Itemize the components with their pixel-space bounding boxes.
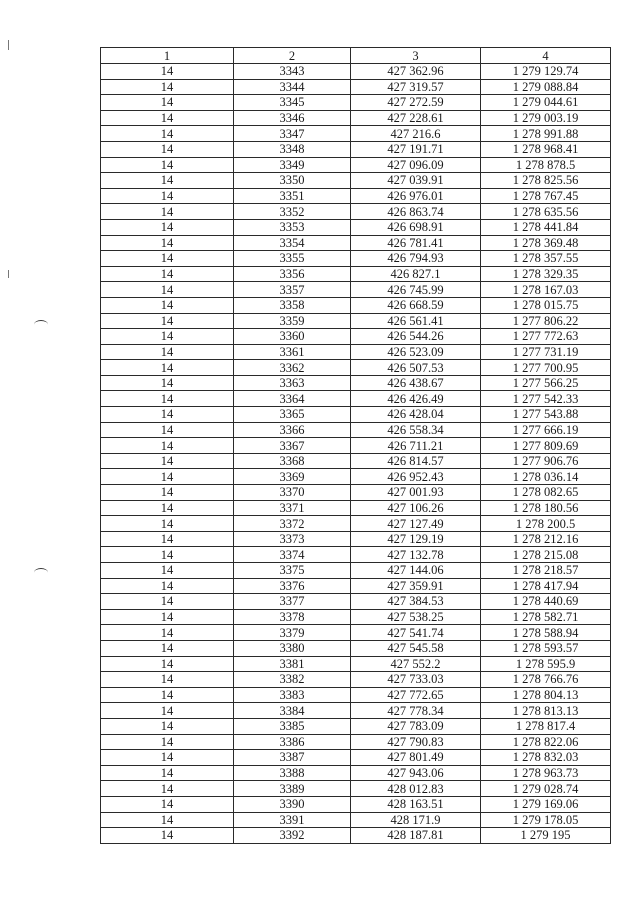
cell-x-coordinate: 427 106.26 <box>351 500 481 516</box>
cell-region: 14 <box>101 594 234 610</box>
cell-point-number: 3391 <box>234 812 351 828</box>
table-row <box>101 95 611 111</box>
cell-point-number: 3368 <box>234 453 351 469</box>
column-header: 4 <box>481 48 611 64</box>
cell-x-coordinate: 426 863.74 <box>351 204 481 220</box>
cell-point-number: 3363 <box>234 375 351 391</box>
cell-y-coordinate: 1 278 817.4 <box>481 718 611 734</box>
cell-region: 14 <box>101 640 234 656</box>
cell-region: 14 <box>101 391 234 407</box>
cell-y-coordinate: 1 278 212.16 <box>481 531 611 547</box>
cell-region: 14 <box>101 516 234 532</box>
cell-point-number: 3367 <box>234 438 351 454</box>
cell-y-coordinate: 1 278 825.56 <box>481 173 611 189</box>
cell-point-number: 3346 <box>234 110 351 126</box>
cell-x-coordinate: 428 171.9 <box>351 812 481 828</box>
table-row <box>101 110 611 126</box>
cell-region: 14 <box>101 79 234 95</box>
table-row <box>101 251 611 267</box>
cell-point-number: 3384 <box>234 703 351 719</box>
cell-point-number: 3377 <box>234 594 351 610</box>
table-row <box>101 344 611 360</box>
table-row <box>101 640 611 656</box>
cell-point-number: 3352 <box>234 204 351 220</box>
table-row <box>101 297 611 313</box>
cell-point-number: 3388 <box>234 765 351 781</box>
cell-y-coordinate: 1 278 441.84 <box>481 219 611 235</box>
cell-y-coordinate: 1 278 588.94 <box>481 625 611 641</box>
table-row <box>101 219 611 235</box>
cell-y-coordinate: 1 278 440.69 <box>481 594 611 610</box>
table-row <box>101 453 611 469</box>
table-body <box>101 64 611 844</box>
cell-point-number: 3392 <box>234 828 351 844</box>
cell-point-number: 3374 <box>234 547 351 563</box>
table-row <box>101 796 611 812</box>
cell-x-coordinate: 426 698.91 <box>351 219 481 235</box>
cell-point-number: 3371 <box>234 500 351 516</box>
cell-x-coordinate: 427 545.58 <box>351 640 481 656</box>
cell-x-coordinate: 427 384.53 <box>351 594 481 610</box>
cell-point-number: 3348 <box>234 141 351 157</box>
cell-x-coordinate: 426 426.49 <box>351 391 481 407</box>
column-header: 2 <box>234 48 351 64</box>
table-row <box>101 828 611 844</box>
cell-x-coordinate: 427 127.49 <box>351 516 481 532</box>
cell-x-coordinate: 427 216.6 <box>351 126 481 142</box>
cell-x-coordinate: 426 438.67 <box>351 375 481 391</box>
table-row <box>101 266 611 282</box>
cell-point-number: 3354 <box>234 235 351 251</box>
cell-region: 14 <box>101 219 234 235</box>
cell-point-number: 3364 <box>234 391 351 407</box>
cell-point-number: 3369 <box>234 469 351 485</box>
cell-y-coordinate: 1 278 991.88 <box>481 126 611 142</box>
cell-x-coordinate: 427 790.83 <box>351 734 481 750</box>
cell-x-coordinate: 426 711.21 <box>351 438 481 454</box>
cell-x-coordinate: 426 794.93 <box>351 251 481 267</box>
table-row <box>101 157 611 173</box>
cell-point-number: 3356 <box>234 266 351 282</box>
cell-y-coordinate: 1 277 906.76 <box>481 453 611 469</box>
hole-punch-mark <box>34 568 48 577</box>
cell-region: 14 <box>101 157 234 173</box>
cell-y-coordinate: 1 277 700.95 <box>481 360 611 376</box>
table-row <box>101 438 611 454</box>
coordinates-table <box>100 47 611 844</box>
table-row <box>101 126 611 142</box>
cell-y-coordinate: 1 278 635.56 <box>481 204 611 220</box>
cell-y-coordinate: 1 277 666.19 <box>481 422 611 438</box>
cell-point-number: 3347 <box>234 126 351 142</box>
cell-point-number: 3351 <box>234 188 351 204</box>
cell-point-number: 3344 <box>234 79 351 95</box>
cell-region: 14 <box>101 578 234 594</box>
cell-y-coordinate: 1 278 329.35 <box>481 266 611 282</box>
table-row <box>101 781 611 797</box>
cell-point-number: 3355 <box>234 251 351 267</box>
table-row <box>101 422 611 438</box>
cell-x-coordinate: 427 359.91 <box>351 578 481 594</box>
cell-x-coordinate: 427 552.2 <box>351 656 481 672</box>
cell-region: 14 <box>101 438 234 454</box>
cell-x-coordinate: 428 012.83 <box>351 781 481 797</box>
cell-region: 14 <box>101 126 234 142</box>
table-row <box>101 141 611 157</box>
cell-x-coordinate: 427 541.74 <box>351 625 481 641</box>
scan-edge-mark <box>8 40 9 50</box>
table-row <box>101 516 611 532</box>
cell-y-coordinate: 1 278 813.13 <box>481 703 611 719</box>
cell-point-number: 3386 <box>234 734 351 750</box>
cell-region: 14 <box>101 765 234 781</box>
cell-point-number: 3383 <box>234 687 351 703</box>
column-header: 1 <box>101 48 234 64</box>
cell-point-number: 3343 <box>234 64 351 80</box>
cell-point-number: 3359 <box>234 313 351 329</box>
cell-region: 14 <box>101 469 234 485</box>
cell-region: 14 <box>101 485 234 501</box>
cell-region: 14 <box>101 329 234 345</box>
cell-region: 14 <box>101 173 234 189</box>
cell-x-coordinate: 427 039.91 <box>351 173 481 189</box>
table-row <box>101 188 611 204</box>
cell-region: 14 <box>101 563 234 579</box>
cell-region: 14 <box>101 375 234 391</box>
cell-point-number: 3366 <box>234 422 351 438</box>
cell-region: 14 <box>101 625 234 641</box>
cell-point-number: 3390 <box>234 796 351 812</box>
cell-x-coordinate: 426 952.43 <box>351 469 481 485</box>
cell-x-coordinate: 427 132.78 <box>351 547 481 563</box>
cell-y-coordinate: 1 279 044.61 <box>481 95 611 111</box>
cell-region: 14 <box>101 531 234 547</box>
cell-region: 14 <box>101 266 234 282</box>
cell-region: 14 <box>101 251 234 267</box>
cell-point-number: 3350 <box>234 173 351 189</box>
cell-x-coordinate: 427 272.59 <box>351 95 481 111</box>
cell-point-number: 3376 <box>234 578 351 594</box>
cell-region: 14 <box>101 422 234 438</box>
table-row <box>101 563 611 579</box>
cell-x-coordinate: 428 163.51 <box>351 796 481 812</box>
cell-y-coordinate: 1 278 963.73 <box>481 765 611 781</box>
cell-point-number: 3378 <box>234 609 351 625</box>
cell-x-coordinate: 426 745.99 <box>351 282 481 298</box>
cell-y-coordinate: 1 278 180.56 <box>481 500 611 516</box>
cell-y-coordinate: 1 278 036.14 <box>481 469 611 485</box>
cell-x-coordinate: 427 801.49 <box>351 750 481 766</box>
cell-x-coordinate: 427 778.34 <box>351 703 481 719</box>
cell-x-coordinate: 426 976.01 <box>351 188 481 204</box>
cell-y-coordinate: 1 278 822.06 <box>481 734 611 750</box>
cell-y-coordinate: 1 278 167.03 <box>481 282 611 298</box>
cell-y-coordinate: 1 278 878.5 <box>481 157 611 173</box>
cell-region: 14 <box>101 687 234 703</box>
cell-y-coordinate: 1 277 566.25 <box>481 375 611 391</box>
cell-y-coordinate: 1 278 968.41 <box>481 141 611 157</box>
table-row <box>101 64 611 80</box>
cell-y-coordinate: 1 278 369.48 <box>481 235 611 251</box>
hole-punch-mark <box>34 320 48 329</box>
cell-region: 14 <box>101 204 234 220</box>
cell-y-coordinate: 1 278 595.9 <box>481 656 611 672</box>
cell-point-number: 3372 <box>234 516 351 532</box>
cell-y-coordinate: 1 279 088.84 <box>481 79 611 95</box>
cell-y-coordinate: 1 277 542.33 <box>481 391 611 407</box>
cell-x-coordinate: 426 781.41 <box>351 235 481 251</box>
cell-y-coordinate: 1 277 731.19 <box>481 344 611 360</box>
cell-y-coordinate: 1 279 129.74 <box>481 64 611 80</box>
table-row <box>101 765 611 781</box>
table-row <box>101 282 611 298</box>
column-header: 3 <box>351 48 481 64</box>
cell-region: 14 <box>101 344 234 360</box>
table-row <box>101 609 611 625</box>
table-row <box>101 625 611 641</box>
cell-x-coordinate: 427 733.03 <box>351 672 481 688</box>
table-header-row <box>101 48 611 64</box>
cell-point-number: 3370 <box>234 485 351 501</box>
cell-point-number: 3385 <box>234 718 351 734</box>
scan-edge-mark <box>8 270 9 278</box>
cell-point-number: 3345 <box>234 95 351 111</box>
cell-region: 14 <box>101 500 234 516</box>
cell-y-coordinate: 1 277 806.22 <box>481 313 611 329</box>
cell-y-coordinate: 1 278 832.03 <box>481 750 611 766</box>
cell-region: 14 <box>101 297 234 313</box>
cell-x-coordinate: 426 827.1 <box>351 266 481 282</box>
table-row <box>101 204 611 220</box>
table-row <box>101 375 611 391</box>
cell-x-coordinate: 426 561.41 <box>351 313 481 329</box>
cell-x-coordinate: 426 668.59 <box>351 297 481 313</box>
table-row <box>101 703 611 719</box>
cell-y-coordinate: 1 278 417.94 <box>481 578 611 594</box>
cell-point-number: 3381 <box>234 656 351 672</box>
table-row <box>101 313 611 329</box>
table-row <box>101 235 611 251</box>
cell-y-coordinate: 1 279 178.05 <box>481 812 611 828</box>
table-row <box>101 812 611 828</box>
cell-x-coordinate: 427 362.96 <box>351 64 481 80</box>
table-row <box>101 718 611 734</box>
cell-y-coordinate: 1 278 582.71 <box>481 609 611 625</box>
table-row <box>101 672 611 688</box>
cell-region: 14 <box>101 734 234 750</box>
cell-y-coordinate: 1 278 015.75 <box>481 297 611 313</box>
cell-x-coordinate: 427 144.06 <box>351 563 481 579</box>
cell-x-coordinate: 426 523.09 <box>351 344 481 360</box>
cell-point-number: 3387 <box>234 750 351 766</box>
cell-region: 14 <box>101 141 234 157</box>
table-row <box>101 656 611 672</box>
cell-point-number: 3373 <box>234 531 351 547</box>
cell-x-coordinate: 426 428.04 <box>351 407 481 423</box>
cell-point-number: 3375 <box>234 563 351 579</box>
cell-region: 14 <box>101 188 234 204</box>
cell-y-coordinate: 1 279 195 <box>481 828 611 844</box>
table-row <box>101 173 611 189</box>
cell-region: 14 <box>101 672 234 688</box>
table-row <box>101 391 611 407</box>
cell-point-number: 3358 <box>234 297 351 313</box>
cell-point-number: 3379 <box>234 625 351 641</box>
cell-region: 14 <box>101 796 234 812</box>
cell-point-number: 3361 <box>234 344 351 360</box>
table-row <box>101 687 611 703</box>
cell-region: 14 <box>101 547 234 563</box>
cell-y-coordinate: 1 278 767.45 <box>481 188 611 204</box>
cell-y-coordinate: 1 278 082.65 <box>481 485 611 501</box>
cell-region: 14 <box>101 609 234 625</box>
cell-y-coordinate: 1 278 766.76 <box>481 672 611 688</box>
cell-x-coordinate: 427 001.93 <box>351 485 481 501</box>
cell-y-coordinate: 1 277 543.88 <box>481 407 611 423</box>
cell-x-coordinate: 427 319.57 <box>351 79 481 95</box>
cell-region: 14 <box>101 453 234 469</box>
table-row <box>101 360 611 376</box>
cell-region: 14 <box>101 282 234 298</box>
table-row <box>101 594 611 610</box>
cell-x-coordinate: 426 507.53 <box>351 360 481 376</box>
cell-point-number: 3380 <box>234 640 351 656</box>
cell-y-coordinate: 1 279 003.19 <box>481 110 611 126</box>
cell-y-coordinate: 1 278 200.5 <box>481 516 611 532</box>
table-row <box>101 469 611 485</box>
table-row <box>101 578 611 594</box>
cell-point-number: 3382 <box>234 672 351 688</box>
cell-x-coordinate: 426 814.57 <box>351 453 481 469</box>
cell-x-coordinate: 427 783.09 <box>351 718 481 734</box>
table-row <box>101 329 611 345</box>
table-row <box>101 734 611 750</box>
cell-region: 14 <box>101 313 234 329</box>
cell-y-coordinate: 1 278 215.08 <box>481 547 611 563</box>
cell-x-coordinate: 428 187.81 <box>351 828 481 844</box>
table-row <box>101 407 611 423</box>
cell-y-coordinate: 1 279 028.74 <box>481 781 611 797</box>
cell-point-number: 3357 <box>234 282 351 298</box>
table-row <box>101 500 611 516</box>
cell-region: 14 <box>101 828 234 844</box>
cell-region: 14 <box>101 110 234 126</box>
table-row <box>101 531 611 547</box>
cell-region: 14 <box>101 64 234 80</box>
cell-region: 14 <box>101 718 234 734</box>
cell-point-number: 3349 <box>234 157 351 173</box>
cell-point-number: 3389 <box>234 781 351 797</box>
cell-y-coordinate: 1 278 804.13 <box>481 687 611 703</box>
table-row <box>101 79 611 95</box>
table-row <box>101 750 611 766</box>
cell-region: 14 <box>101 812 234 828</box>
cell-y-coordinate: 1 278 218.57 <box>481 563 611 579</box>
cell-x-coordinate: 426 544.26 <box>351 329 481 345</box>
cell-region: 14 <box>101 235 234 251</box>
cell-region: 14 <box>101 95 234 111</box>
table-row <box>101 547 611 563</box>
cell-point-number: 3360 <box>234 329 351 345</box>
cell-point-number: 3353 <box>234 219 351 235</box>
cell-region: 14 <box>101 407 234 423</box>
cell-x-coordinate: 427 538.25 <box>351 609 481 625</box>
cell-x-coordinate: 427 096.09 <box>351 157 481 173</box>
cell-x-coordinate: 427 943.06 <box>351 765 481 781</box>
cell-x-coordinate: 427 129.19 <box>351 531 481 547</box>
cell-x-coordinate: 427 191.71 <box>351 141 481 157</box>
cell-x-coordinate: 427 228.61 <box>351 110 481 126</box>
cell-point-number: 3362 <box>234 360 351 376</box>
cell-x-coordinate: 426 558.34 <box>351 422 481 438</box>
cell-y-coordinate: 1 277 772.63 <box>481 329 611 345</box>
cell-y-coordinate: 1 278 357.55 <box>481 251 611 267</box>
cell-y-coordinate: 1 278 593.57 <box>481 640 611 656</box>
cell-x-coordinate: 427 772.65 <box>351 687 481 703</box>
cell-region: 14 <box>101 360 234 376</box>
cell-region: 14 <box>101 781 234 797</box>
cell-y-coordinate: 1 279 169.06 <box>481 796 611 812</box>
cell-region: 14 <box>101 750 234 766</box>
cell-region: 14 <box>101 656 234 672</box>
cell-point-number: 3365 <box>234 407 351 423</box>
cell-y-coordinate: 1 277 809.69 <box>481 438 611 454</box>
cell-region: 14 <box>101 703 234 719</box>
table-row <box>101 485 611 501</box>
